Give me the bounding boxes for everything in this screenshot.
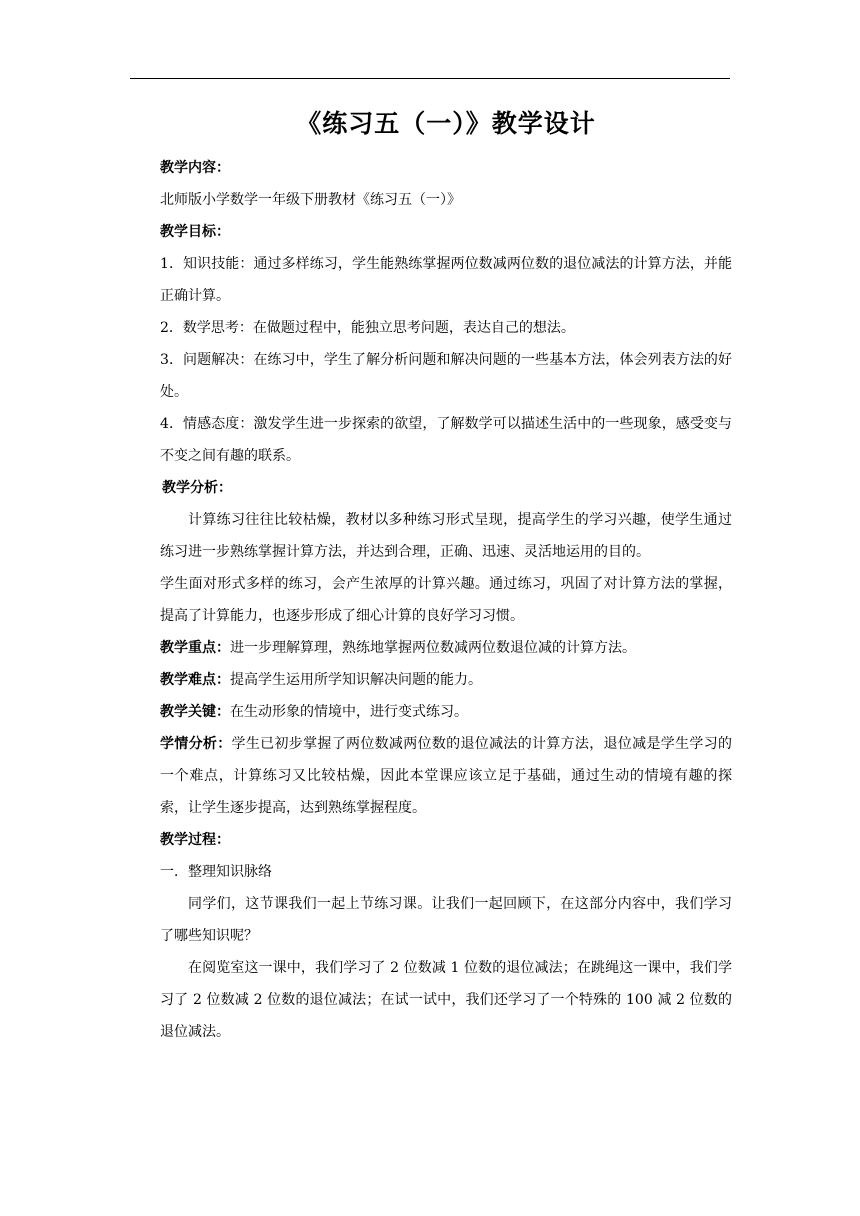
analysis-paragraph-2: 学生面对形式多样的练习，会产生浓厚的计算兴趣。通过练习，巩固了对计算方法的掌握，提高了计算能力，也逐步形成了细心计算的良好学习习惯。 xyxy=(160,576,732,624)
situation-text: 学生已初步掌握了两位数减两位数的退位减法的计算方法，退位减是学生学习的一个难点，计算练习又比较枯燥，因此本堂课应该立足于基础，通过生动的情境有趣的探索，让学生逐步提高，达到熟练掌握程度。 xyxy=(160,736,733,816)
header-rule xyxy=(130,78,730,79)
analysis-label: 教学分析： xyxy=(162,480,232,496)
situation-label: 学情分析： xyxy=(160,736,232,752)
process-section-heading: 一．整理知识脉络 xyxy=(160,864,272,880)
document-title: 《练习五（一）》教学设计 xyxy=(296,109,596,138)
goal-item-2: 2．数学思考：在做题过程中，能独立思考问题，表达自己的想法。 xyxy=(160,320,575,336)
document-page xyxy=(160,96,732,1048)
goals-label: 教学目标： xyxy=(160,224,230,240)
key-text: 进一步理解算理，熟练地掌握两位数减两位数退位减的计算方法。 xyxy=(230,640,636,656)
difficulty-text: 提高学生运用所学知识解决问题的能力。 xyxy=(230,672,482,688)
analysis-paragraph-1: 计算练习往往比较枯燥，教材以多种练习形式呈现，提高学生的学习兴趣，使学生通过练习进一步熟练掌握计算方法，并达到合理，正确、迅速、灵活地运用的目的。 xyxy=(160,512,732,560)
key-point xyxy=(160,632,732,664)
difficulty-label: 教学难点： xyxy=(160,672,230,688)
content-label: 教学内容： xyxy=(160,160,230,176)
difficulty-point xyxy=(160,664,732,696)
content-text: 北师版小学数学一年级下册教材《练习五（一）》 xyxy=(160,192,461,208)
process-paragraph-2: 在阅览室这一课中，我们学习了 2 位数减 1 位数的退位减法；在跳绳这一课中，我们学习了 2 位数减 2 位数的退位减法；在试一试中，我们还学习了一个特殊的 100 减 2 位数的退位减法。 xyxy=(160,960,732,1040)
crux-text: 在生动形象的情境中，进行变式练习。 xyxy=(230,704,468,720)
crux-point xyxy=(160,696,732,728)
goal-item-3: 3．问题解决：在练习中，学生了解分析问题和解决问题的一些基本方法，体会列表方法的好处。 xyxy=(160,352,732,400)
goal-item-1: 1．知识技能：通过多样练习，学生能熟练掌握两位数减两位数的退位减法的计算方法，并能正确计算。 xyxy=(160,256,732,304)
crux-label: 教学关键： xyxy=(160,704,230,720)
process-label: 教学过程： xyxy=(160,832,230,848)
process-paragraph-1: 同学们，这节课我们一起上节练习课。让我们一起回顾下，在这部分内容中，我们学习了哪些知识呢？ xyxy=(160,896,732,944)
key-label: 教学重点： xyxy=(160,640,230,656)
situation-analysis xyxy=(160,728,732,824)
goal-item-4: 4．情感态度：激发学生进一步探索的欲望，了解数学可以描述生活中的一些现象，感受变与不变之间有趣的联系。 xyxy=(160,416,732,464)
